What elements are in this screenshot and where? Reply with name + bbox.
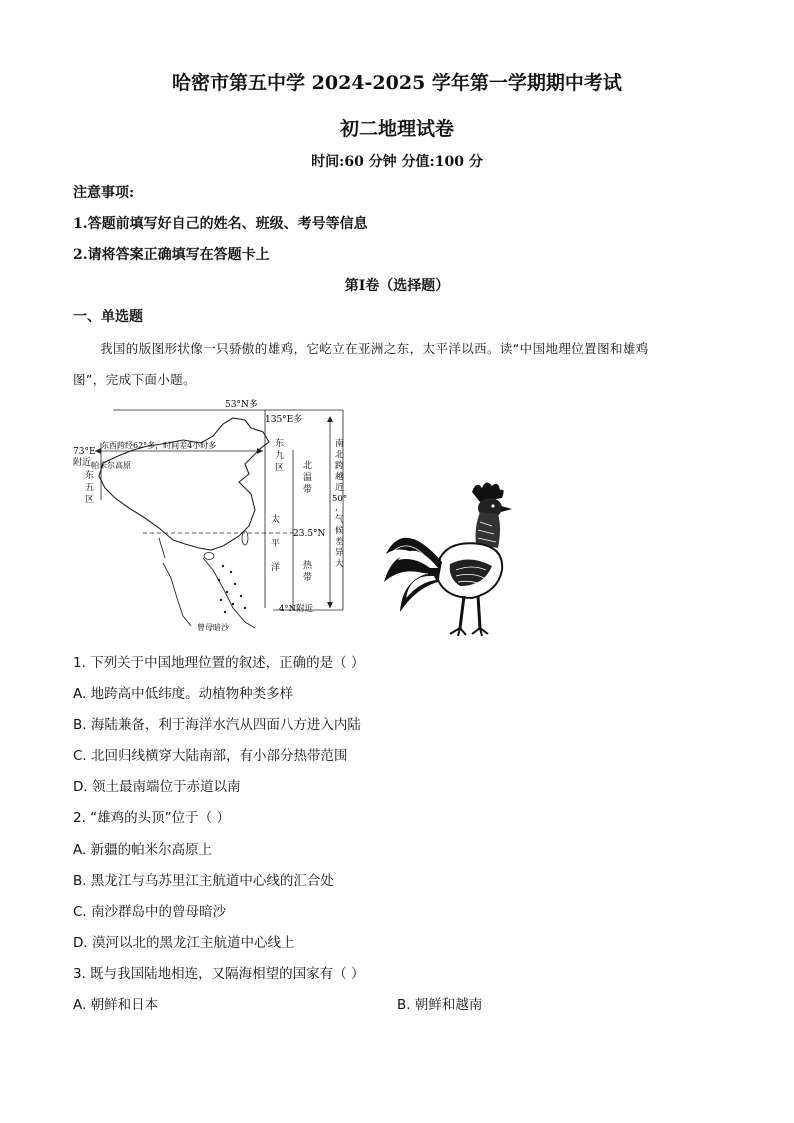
label-temperate-3: 带 <box>303 485 313 495</box>
label-ns-9: 候 <box>335 526 344 536</box>
label-east5-2: 五 <box>85 483 95 493</box>
label-west-2: 附近 <box>73 458 92 468</box>
notice-item-2: 2.请将答案正确填写在答题卡上 <box>73 247 270 263</box>
label-temperate-1: 北 <box>303 461 313 471</box>
intro-line-1: 我国的版图形状像一只骄傲的雄鸡，它屹立在亚洲之东，太平洋以西。读“中国地理位置图和雄鸡 <box>100 341 649 356</box>
label-ns-5: 近 <box>335 483 344 493</box>
label-east9-1: 东 <box>275 439 285 449</box>
question-2-option-c[interactable]: C. 南沙群岛中的曾母暗沙 <box>73 904 227 920</box>
label-pacific-1: 太 <box>271 515 281 525</box>
question-1-option-a[interactable]: A. 地跨高中低纬度。动植物种类多样 <box>73 686 294 702</box>
question-3-option-b[interactable]: B. 朝鲜和越南 <box>397 997 483 1013</box>
label-ns-6: 50° <box>332 494 348 504</box>
label-west: 73°E <box>73 447 96 457</box>
question-2-stem: 2. “雄鸡的头顶”位于（ ） <box>73 810 230 826</box>
label-ns-12: 大 <box>335 559 344 569</box>
label-ns-8: 气 <box>335 515 344 525</box>
label-ns-1: 南 <box>335 439 344 449</box>
label-pamir: 帕米尔高原 <box>91 461 131 470</box>
label-ns-4: 越 <box>335 472 344 482</box>
notice-heading: 注意事项: <box>73 185 135 201</box>
label-ew-span: 东西跨经62°多，时间差4小时多 <box>101 441 217 450</box>
label-ns-7: ， <box>335 503 344 513</box>
rooster-illustration <box>380 478 520 638</box>
label-east9-2: 九 <box>275 451 285 461</box>
label-zengmu: 曾母暗沙 <box>197 623 229 632</box>
question-1-option-c[interactable]: C. 北回归线横穿大陆南部，有小部分热带范围 <box>73 748 348 764</box>
section-title: 第Ⅰ卷（选择题） <box>344 278 450 294</box>
label-tropical-1: 热 <box>303 561 313 571</box>
label-east5-1: 东 <box>85 471 95 481</box>
question-3-stem: 3. 既与我国陆地相连，又隔海相望的国家有（ ） <box>73 966 365 982</box>
label-ns-10: 差 <box>335 537 344 547</box>
time-info: 时间:60 分钟 分值:100 分 <box>311 154 483 170</box>
label-pacific-3: 洋 <box>271 563 281 573</box>
notice-item-1: 1.答题前填写好自己的姓名、班级、考号等信息 <box>73 216 368 232</box>
label-south-lat: 4°N附近 <box>279 604 314 614</box>
question-2-option-a[interactable]: A. 新疆的帕米尔高原上 <box>73 842 213 858</box>
intro-line-2: 图”，完成下面小题。 <box>73 372 196 387</box>
label-ns-11: 异 <box>335 548 344 558</box>
label-pacific-2: 平 <box>271 539 281 549</box>
part-title: 一、单选题 <box>73 309 143 325</box>
label-east: 135°E多 <box>265 415 303 425</box>
china-location-map <box>73 398 373 638</box>
label-ns-3: 跨 <box>335 461 344 471</box>
label-tropic-lat: 23.5°N <box>293 529 326 539</box>
label-east9-3: 区 <box>275 463 285 473</box>
exam-subtitle: 初二地理试卷 <box>339 118 454 140</box>
label-ns-2: 北 <box>335 450 344 460</box>
question-1-option-d[interactable]: D. 领土最南端位于赤道以南 <box>73 779 241 795</box>
label-tropical-2: 带 <box>303 573 313 583</box>
question-1-stem: 1. 下列关于中国地理位置的叙述，正确的是（ ） <box>73 655 365 671</box>
question-2-option-b[interactable]: B. 黑龙江与乌苏里江主航道中心线的汇合处 <box>73 873 334 889</box>
label-east5-3: 区 <box>85 495 95 505</box>
exam-title: 哈密市第五中学 2024-2025 学年第一学期期中考试 <box>172 72 622 94</box>
question-2-option-d[interactable]: D. 漠河以北的黑龙江主航道中心线上 <box>73 935 295 951</box>
label-north: 53°N多 <box>225 400 258 410</box>
question-1-option-b[interactable]: B. 海陆兼备，利于海洋水汽从四面八方进入内陆 <box>73 717 361 733</box>
label-temperate-2: 温 <box>303 473 313 483</box>
question-3-option-a[interactable]: A. 朝鲜和日本 <box>73 997 159 1013</box>
